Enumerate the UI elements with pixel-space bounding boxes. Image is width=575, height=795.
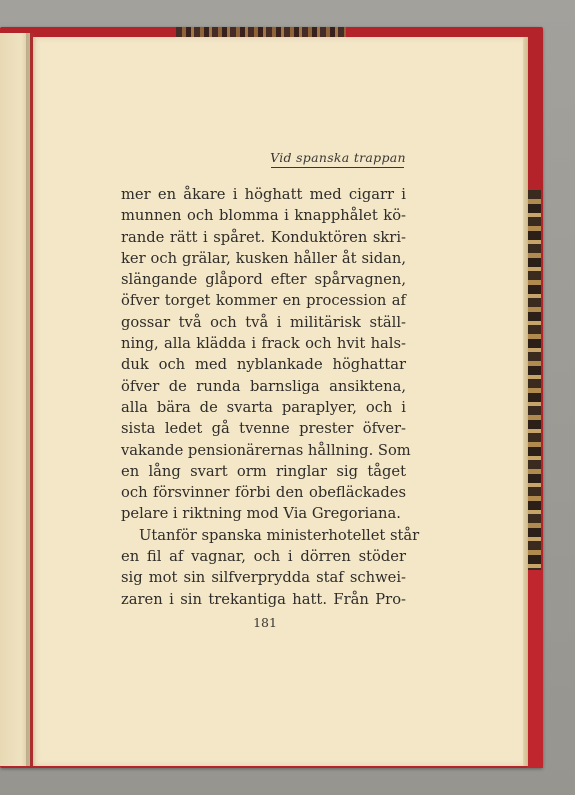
text-line: ning, alla klädda i frack och hvit hals-	[121, 335, 406, 353]
page-number: 181	[253, 615, 277, 630]
text-line: pelare i riktning mod Via Gregoriana.	[121, 505, 401, 523]
text-line: sig mot sin silfverprydda staf schwei-	[121, 569, 406, 587]
text-line: alla bära de svarta paraplyer, och i	[121, 398, 406, 416]
page-gutter-shadow	[26, 33, 36, 766]
cover-marbling-top	[176, 27, 346, 37]
running-header: Vid spanska trappan	[270, 150, 406, 165]
text-line: sista ledet gå tvenne prester öfver-	[121, 420, 406, 438]
text-line: slängande glåpord efter spårvagnen,	[121, 271, 406, 289]
text-line: gossar två och två i militärisk ställ-	[121, 313, 406, 331]
text-line: och försvinner förbi den obefläckades	[121, 484, 406, 502]
text-line: öfver de runda barnsliga ansiktena,	[121, 377, 406, 395]
text-line: ker och grälar, kusken håller åt sidan,	[121, 249, 406, 267]
text-line: rande rätt i spåret. Konduktören skri-	[121, 228, 406, 246]
cover-edge-red	[527, 570, 543, 768]
body-text	[121, 184, 420, 610]
header-rule	[271, 167, 404, 168]
text-line: vakande pensionärernas hållning. Som	[121, 441, 411, 459]
text-line-indented: Utanför spanska ministerhotellet står	[139, 526, 420, 544]
text-line: en lång svart orm ringlar sig tåget	[121, 462, 406, 480]
text-line: duk och med nyblankade höghattar	[121, 356, 406, 374]
page-fore-edge	[523, 37, 528, 766]
text-line: mer en åkare i höghatt med cigarr i	[121, 186, 406, 203]
text-line: en fil af vagnar, och i dörren stöder	[121, 548, 406, 566]
text-line: munnen och blomma i knapphålet kö-	[121, 207, 406, 225]
cover-marbling-edge	[527, 190, 541, 570]
text-line: zaren i sin trekantiga hatt. Från Pro-	[121, 590, 406, 608]
text-line: öfver torget kommer en procession af	[121, 292, 406, 310]
